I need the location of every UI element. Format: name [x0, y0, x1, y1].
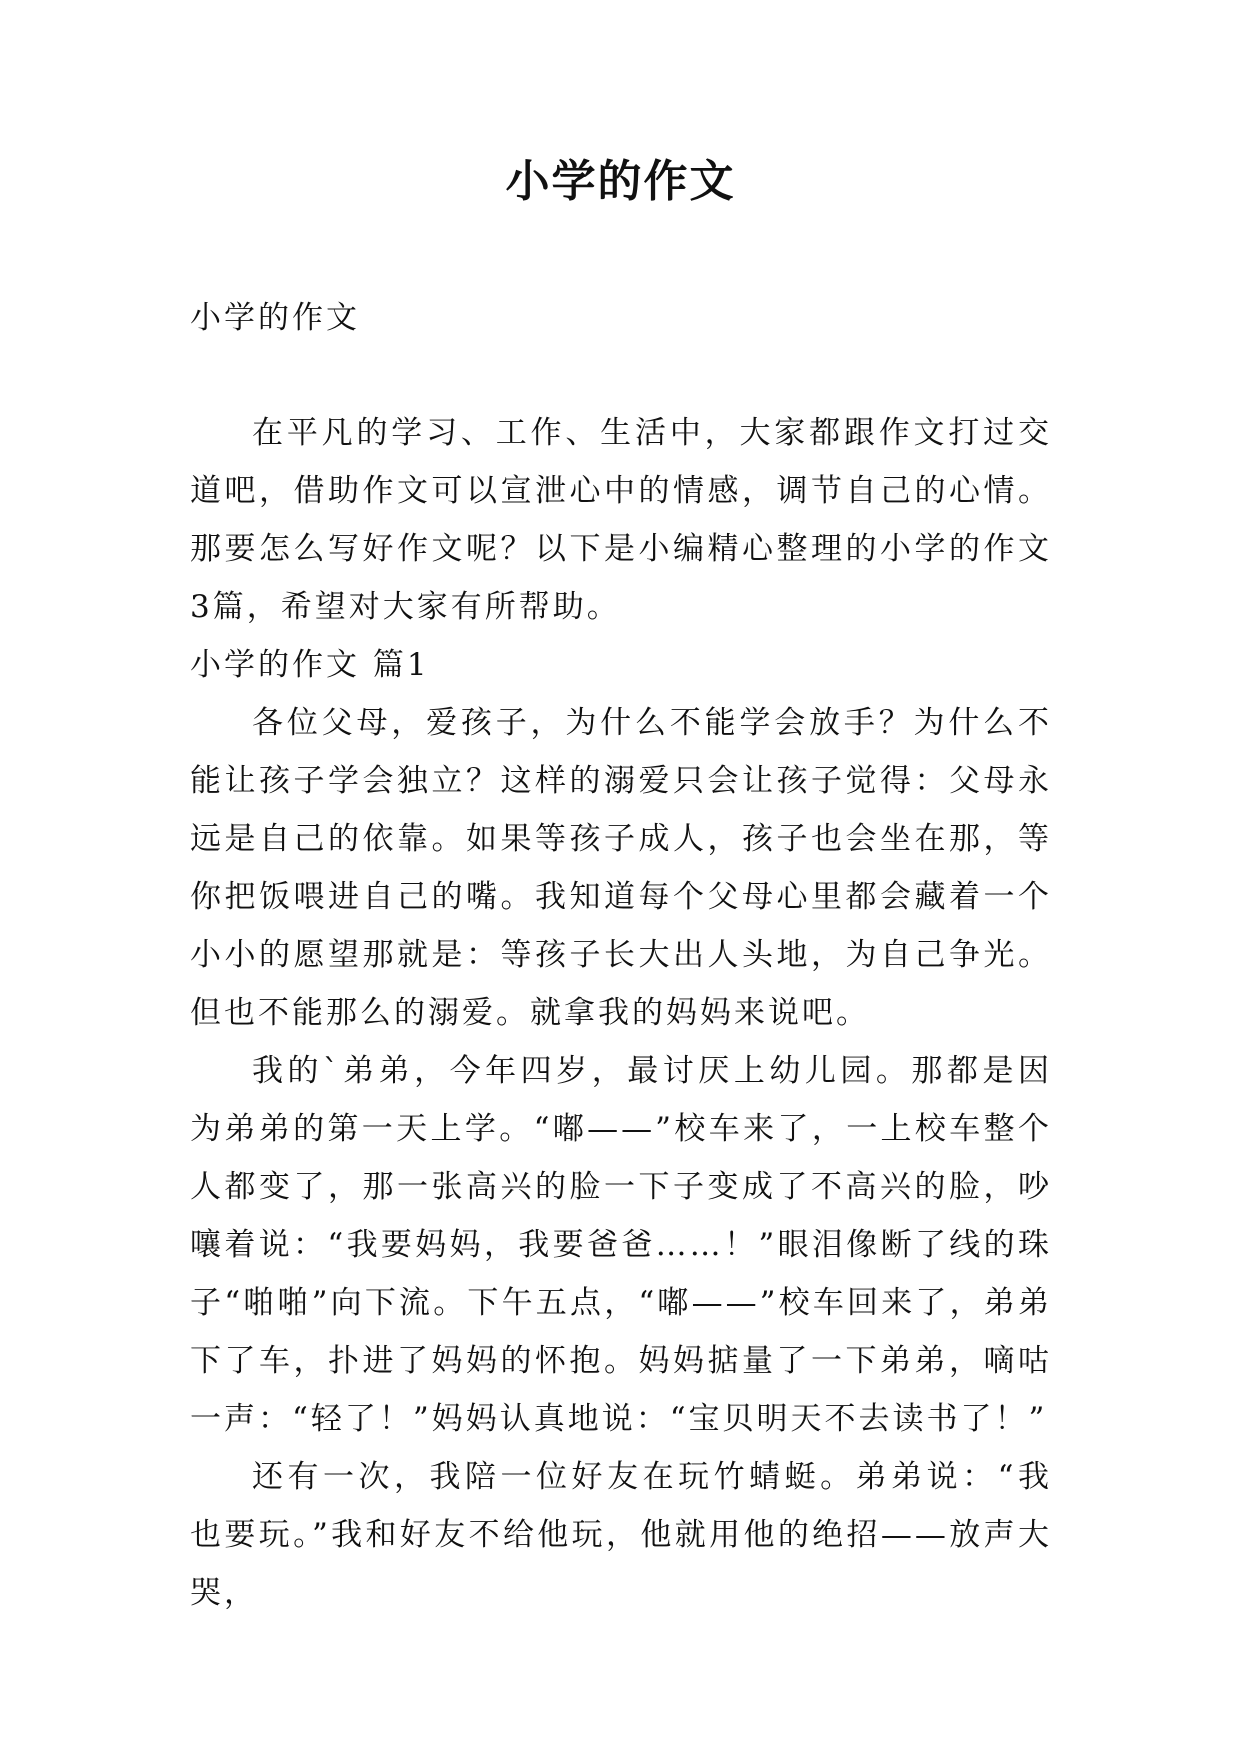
blank-line: [190, 346, 1052, 404]
body-paragraph: 各位父母，爱孩子，为什么不能学会放手？为什么不能让孩子学会独立？这样的溺爱只会让孩子觉得：父母永远是自己的依靠。如果等孩子成人，孩子也会坐在那，等你把饭喂进自己的嘴。我知道每个父母心里都会藏着一个小小的愿望那就是：等孩子长大出人头地，为自己争光。但也不能那么的溺爱。就拿我的妈妈来说吧。: [190, 705, 1052, 1031]
document-body: [190, 290, 1052, 1622]
intro-paragraph: 在平凡的学习、工作、生活中，大家都跟作文打过交道吧，借助作文可以宣泄心中的情感，调节自己的心情。那要怎么写好作文呢？以下是小编精心整理的小学的作文3篇，希望对大家有所帮助。: [190, 415, 1052, 625]
document-title: 小学的作文: [505, 156, 736, 207]
body-paragraph: 我的`弟弟，今年四岁，最讨厌上幼儿园。那都是因为弟弟的第一天上学。“嘟——”校车来了，一上校车整个人都变了，那一张高兴的脸一下子变成了不高兴的脸，吵嚷着说：“我要妈妈，我要爸爸……！”眼泪像断了线的珠子“啪啪”向下流。下午五点，“嘟——”校车回来了，弟弟下了车，扑进了妈妈的怀抱。妈妈掂量了一下弟弟，嘀咕一声：“轻了！”妈妈认真地说：“宝贝明天不去读书了！”: [190, 1053, 1052, 1437]
body-paragraph: 还有一次，我陪一位好友在玩竹蜻蜓。弟弟说：“我也要玩。”我和好友不给他玩，他就用他的绝招——放声大哭，: [190, 1459, 1052, 1611]
document-subtitle: 小学的作文: [190, 300, 360, 336]
section-heading: 小学的作文 篇1: [190, 647, 430, 683]
